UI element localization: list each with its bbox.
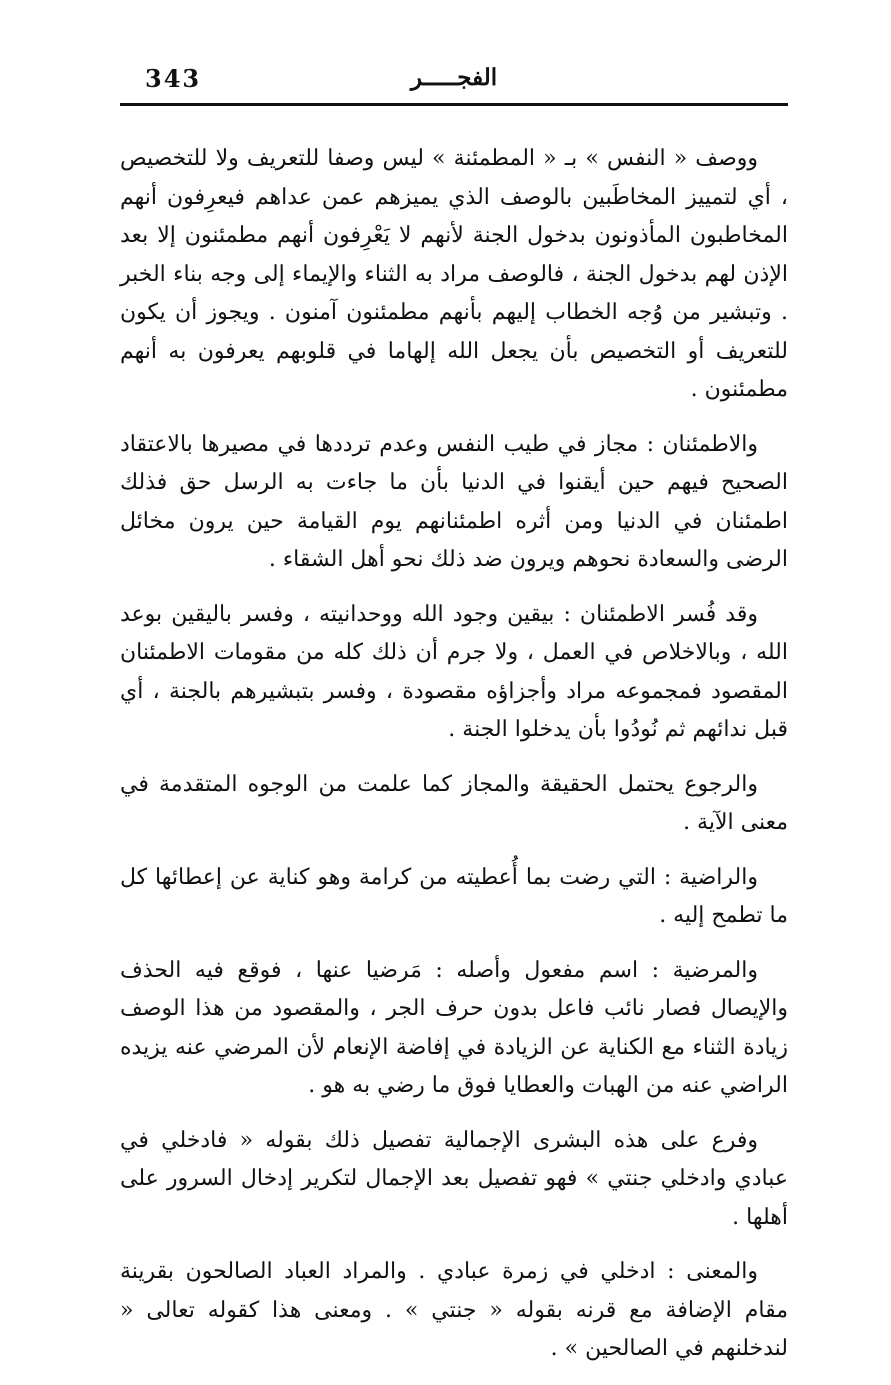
paragraph-3: وقد فُسر الاطمئنان : بيقين وجود الله ووحدانيته ، وفسر باليقين بوعد الله ، وبالاخلاص في العمل ، ولا جرم أن ذلك كله من مقومات الاطمئنان المقصود فمجموعه مراد وأجزاؤه مقصودة ، وفسر بتبشيرهم بالجنة ، أي قبل ندائهم ثم نُودُوا بأن يدخلوا الجنة . <box>120 601 788 742</box>
paragraph-5: والراضية : التي رضت بما أُعطيته من كرامة وهو كناية عن إعطائها كل ما تطمح إليه . <box>120 864 788 928</box>
running-title: الفجـــــر <box>410 64 498 91</box>
paragraph-8: والمعنى : ادخلي في زمرة عبادي . والمراد العباد الصالحون بقرينة مقام الإضافة مع قرنه بقوله « جنتي » . ومعنى هذا كقوله تعالى « لندخلنهم في الصالحين » . <box>120 1259 788 1361</box>
page-number: 343 <box>145 64 202 93</box>
page-body <box>120 140 788 1385</box>
header-divider <box>120 103 788 106</box>
page-header <box>120 60 788 100</box>
paragraph-2: والاطمئنان : مجاز في طيب النفس وعدم ترددها في مصيرها بالاعتقاد الصحيح فيهم حين أيقنوا في الدنيا بأن ما جاءت به الرسل حق فذلك اطمئنان في الدنيا ومن أثره اطمئنانهم يوم القيامة حين يرون مخائل الرضى والسعادة نحوهم ويرون ضد ذلك نحو أهل الشقاء . <box>120 431 788 572</box>
paragraph-6: والمرضية : اسم مفعول وأصله : مَرضيا عنها ، فوقع فيه الحذف والإيصال فصار نائب فاعل بدون حرف الجر ، والمقصود من هذا الوصف زيادة الثناء مع الكناية عن الزيادة في إفاضة الإنعام لأن المرضي عنه يزيده الراضي عنه من الهبات والعطايا فوق ما رضي به هو . <box>120 957 788 1098</box>
paragraph-4: والرجوع يحتمل الحقيقة والمجاز كما علمت من الوجوه المتقدمة في معنى الآية . <box>120 771 788 835</box>
paragraph-7: وفرع على هذه البشرى الإجمالية تفصيل ذلك بقوله « فادخلي في عبادي وادخلي جنتي » فهو تفصيل بعد الإجمال لتكرير إدخال السرور على أهلها . <box>120 1127 788 1230</box>
paragraph-1: ووصف « النفس » بـ « المطمئنة » ليس وصفا للتعريف ولا للتخصيص ، أي لتمييز المخاطَبين بالوصف الذي يميزهم عمن عداهم فيعرِفون أنهم المخاطبون المأذونون بدخول الجنة لأنهم لا يَعْرِفون أنهم مطمئنون إلا بعد الإذن لهم بدخول الجنة ، فالوصف مراد به الثناء والإيماء إلى وجه بناء الخبر . وتبشير من وُجه الخطاب إليهم بأنهم مطمئنون آمنون . ويجوز أن يكون للتعريف أو التخصيص بأن يجعل الله إلهاما في قلوبهم يعرفون به أنهم مطمئنون . <box>120 146 788 402</box>
